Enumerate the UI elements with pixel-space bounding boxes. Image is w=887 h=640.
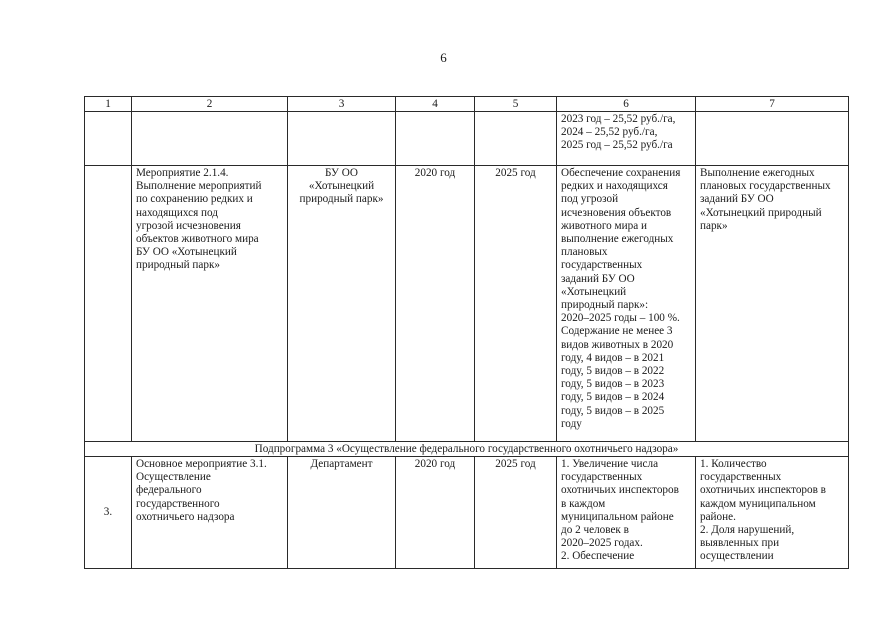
cell-line: выявленных при [700,537,780,550]
cell-line: году, 5 видов – в 2022 [561,365,665,378]
row-number-cell: 3. [85,457,132,569]
end-year-cell: 2025 год [475,166,557,442]
table-row-measure-2-1-4 [85,166,849,442]
cell-line: 2. Обеспечение [561,550,635,563]
cell-line: охотничьих инспекторов в [700,484,826,497]
header-cell: 2 [132,97,288,112]
cell-line: «Хотынецкий [308,180,375,193]
cell-line: БУ ОО [325,167,358,179]
cell-line: плановых государственных [700,180,831,193]
cell-line: 2023 год – 25,52 руб./га, [561,113,676,125]
cell-line: году [561,417,582,430]
cell-line: году, 5 видов – в 2023 [561,378,665,391]
cell-line: до 2 человек в [561,524,629,537]
table-row-continuation [85,112,849,166]
end-year-cell: 2025 год [475,457,557,569]
cell-line: исчезновения объектов [561,206,672,219]
table-cell-result [557,112,696,166]
cell-line: Содержание не менее 3 [561,325,673,338]
cell-line: редких и находящихся [561,180,668,193]
header-cell: 6 [557,97,696,112]
measure-name-cell [132,457,288,569]
cell-line: Выполнение мероприятий [136,180,262,193]
cell-line: государственных [561,471,643,484]
cell-line: «Хотынецкий [561,285,627,298]
header-cell: 5 [475,97,557,112]
cell-line: году, 4 видов – в 2021 [561,351,665,364]
cell-line: видов животных в 2020 [561,338,674,351]
cell-line: заданий БУ ОО [700,193,774,206]
indicator-cell [696,457,849,569]
cell-line: государственного [136,497,220,510]
header-cell: 7 [696,97,849,112]
cell-line: 1. Количество [700,458,767,470]
start-year-cell: 2020 год [396,166,475,442]
subprogram-row [85,442,849,457]
cell-line: 2025 год – 25,52 руб./га [561,139,673,152]
table-cell [696,112,849,166]
header-cell: 3 [288,97,396,112]
table-cell [475,112,557,166]
table-row-measure-3-1 [85,457,849,569]
cell-line: угрозой исчезновения [136,219,241,232]
cell-line: животного мира и [561,219,647,232]
cell-line: парк» [700,219,728,232]
cell-line: 2. Доля нарушений, [700,524,795,537]
expected-result-cell [557,166,696,442]
start-year-cell: 2020 год [396,457,475,569]
header-cell: 1 [85,97,132,112]
cell-line: осуществлении [700,550,774,563]
cell-line: году, 5 видов – в 2025 [561,404,665,417]
cell-line: охотничьего надзора [136,510,235,523]
cell-line: природный парк» [299,193,384,206]
table-cell [132,112,288,166]
cell-line: выполнение ежегодных [561,233,674,246]
header-cell: 4 [396,97,475,112]
cell-line: государственных [700,471,782,484]
table-cell [85,112,132,166]
table-cell [85,166,132,442]
cell-line: природный парк» [136,259,220,272]
cell-line: федерального [136,484,202,497]
cell-line: государственных [561,259,643,272]
table-cell [288,112,396,166]
cell-line: 2024 – 25,52 руб./га, [561,126,658,139]
page-number: 6 [440,50,447,65]
program-table [84,96,849,569]
cell-line: в каждом [561,497,606,510]
table-header-row [85,97,849,112]
cell-line: по сохранению редких и [136,193,253,206]
cell-line: охотничьих инспекторов [561,484,679,497]
cell-line: заданий БУ ОО [561,272,635,285]
cell-line: районе. [700,510,736,523]
expected-result-cell [557,457,696,569]
subprogram-title: Подпрограмма 3 «Осуществление федерального государственного охотничьего надзора» [85,442,849,457]
cell-line: Осуществление [136,471,211,484]
indicator-cell [696,166,849,442]
cell-line: объектов животного мира [136,233,259,246]
executor-cell [288,166,396,442]
measure-name-cell [132,166,288,442]
cell-line: находящихся под [136,206,218,219]
cell-line: Обеспечение сохранения [561,167,681,179]
cell-line: году, 5 видов – в 2024 [561,391,665,404]
table-cell [396,112,475,166]
cell-line: природный парк»: [561,299,649,312]
cell-line: 1. Увеличение числа [561,458,659,470]
cell-line: плановых [561,246,608,259]
executor-cell: Департамент [288,457,396,569]
cell-line: Выполнение ежегодных [700,167,815,179]
cell-line: муниципальном районе [561,510,674,523]
cell-line: 2020–2025 годах. [561,537,643,550]
cell-line: Мероприятие 2.1.4. [136,167,229,179]
cell-line: «Хотынецкий природный [700,206,822,219]
cell-line: под угрозой [561,193,619,206]
cell-line: каждом муниципальном [700,497,816,510]
cell-line: 2020–2025 годы – 100 %. [561,312,680,325]
cell-line: Основное мероприятие 3.1. [136,458,267,470]
cell-line: БУ ОО «Хотынецкий [136,246,237,259]
